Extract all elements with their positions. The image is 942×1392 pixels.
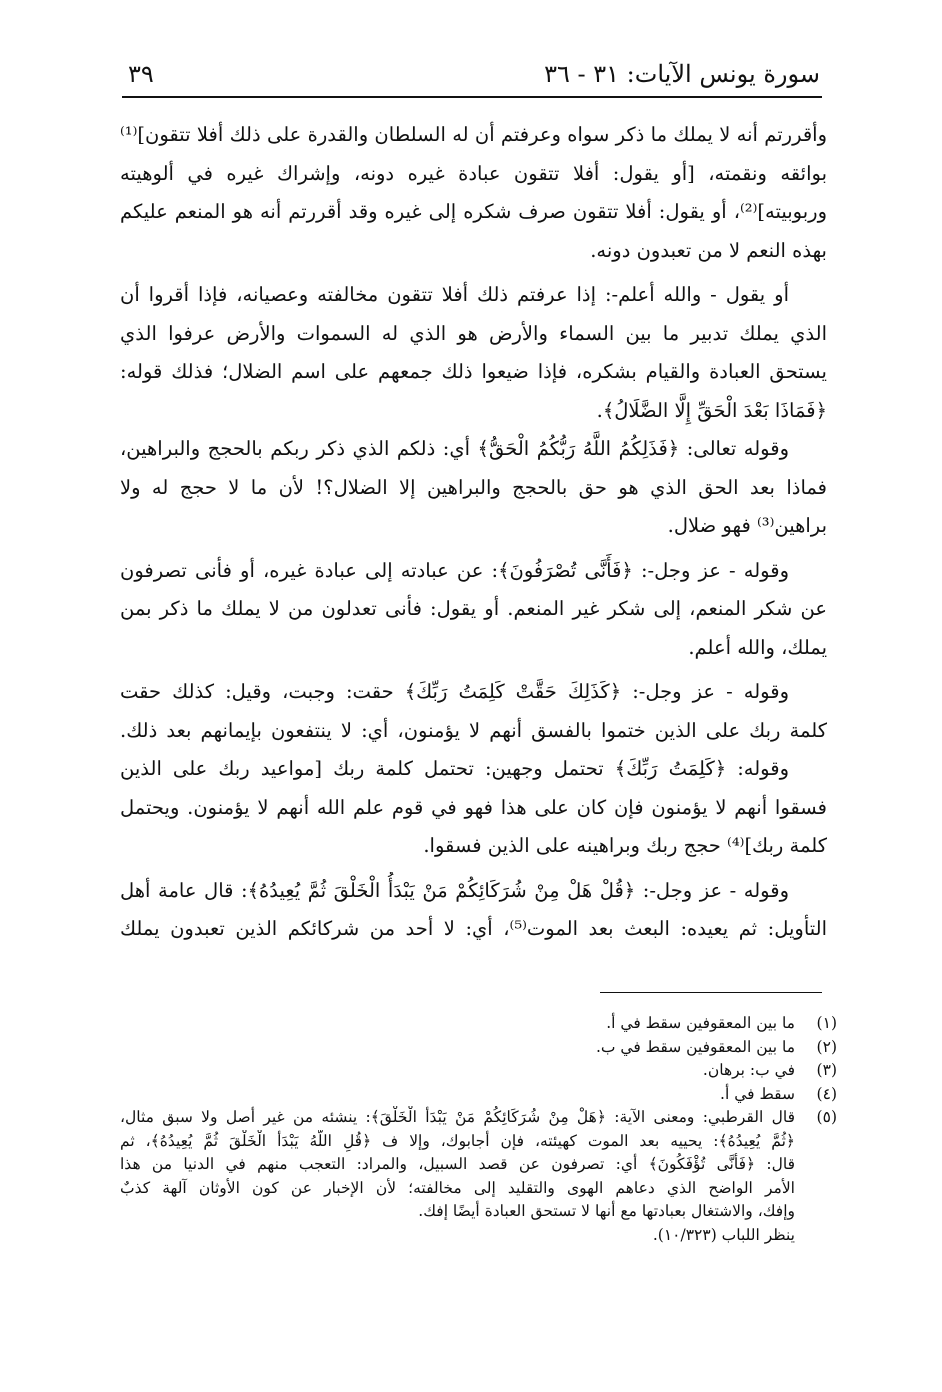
footnote: [120, 1036, 837, 1060]
footnote-number: (١): [816, 1014, 837, 1032]
footnote-text: سقط في أ.: [720, 1084, 795, 1103]
text-line: بوائقه ونقمته، [أو يقول: أفلا تتقون عبادة غيره دونه، وإشراك غيره في ألوهيته: [120, 161, 827, 185]
footnote-text: قال: ﴿فَأَنَّى تُؤْفَكُونَ﴾ أي: تصرفون عن قصد السبيل، والمراد: التعجب منهم في الدنيا من هذا: [120, 1155, 795, 1173]
page-number: ٣٩: [128, 60, 154, 88]
footnote-text: ما بين المعقوفين سقط في ب.: [595, 1037, 795, 1056]
text-line: التأويل: ثم يعيده: البعث بعد الموت⁽⁵⁾، أي: لا أحد من شركائكم الذين تعبدون يملك: [120, 917, 827, 940]
text-line: وقوله - عز وجل-: ﴿قُلْ هَلْ مِنْ شُرَكَائِكُمْ مَنْ يَبْدَأُ الْخَلْقَ ثُمَّ يُعِيدُهُ﴾: قال عامة أهل: [120, 878, 789, 902]
text-line: الذي يملك تدبير ما بين السماء والأرض هو الذي له السموات والأرض عرفوا الذي: [120, 321, 827, 345]
footnote-text: ينظر اللباب (١٠/٣٢٣).: [652, 1225, 795, 1244]
text-line: فماذا بعد الحق الذي هو حق بالحجج والبراهين إلا الضلال؟! لأن ما لا حجج له ولا: [120, 475, 827, 499]
footnote-text: قال القرطبي: ومعنى الآية: ﴿هَلْ مِنْ شُرَكَائِكُمْ مَنْ يَبْدَأُ الْخَلْقَ﴾: ينشئه من غير أصل ولا سبق مثال،: [120, 1108, 795, 1126]
footnote-number: (٤): [816, 1084, 837, 1103]
header-rule: [122, 96, 822, 98]
text-line: فسقوا أنهم لا يؤمنون فإن كان على هذا فهو في قوم علم الله أنهم لا يؤمنون. ويحتمل: [120, 795, 827, 819]
text-line: أو يقول - والله أعلم-: إذا عرفتم ذلك أفلا تتقون مخالفته وعصيانه، فإذا أقروا أن: [120, 283, 789, 306]
footnote-text: ﴿ثُمَّ يُعِيدُهُ﴾: يحييه بعد الموت كهيئته، فإن أجابوك، وإلا ف ﴿قُلِ اللَّهُ يَبْدَأُ الْخَلْقَ ثُمَّ يُعِيدُهُ﴾، ثم: [120, 1131, 795, 1150]
footnote: [120, 1059, 837, 1083]
text-line: عن شكر المنعم، إلى شكر غير المنعم. أو يقول: فأنى تعدلون من لا يملك ما ذكر بمن: [120, 597, 827, 620]
footnote: [120, 1083, 837, 1107]
text-line: بهذه النعم لا من تعبدون دونه.: [590, 238, 827, 262]
text-line: وقوله تعالى: ﴿فَذَلِكُمُ اللَّهُ رَبُّكُمُ الْحَقُّ﴾ أي: ذلكم الذي ذكر ربكم بالحجج والبراهين،: [120, 437, 789, 460]
text-line: وقوله - عز وجل-: ﴿كَذَلِكَ حَقَّتْ كَلِمَتُ رَبِّكَ﴾ حقت: وجبت، وقيل: كذلك حقت: [120, 680, 789, 703]
text-line: يملك، والله أعلم.: [688, 635, 827, 659]
text-line: يستحق العبادة والقيام بشكره، فإذا ضيعوا ذلك جمعهم على اسم الضلال؛ فذلك قوله:: [120, 360, 827, 383]
footnote-separator: [600, 992, 822, 993]
footnote-number: (٢): [816, 1037, 837, 1056]
footnote-text: الأمر الواضح الذي دعاهم الهوى والتقليد إلى مخالفته؛ لأن الإخبار عن كون الأوثان آلهة كذبٌ: [120, 1178, 795, 1197]
footnote: [120, 1106, 837, 1247]
footnote-number: (٣): [816, 1061, 837, 1079]
text-line: ﴿فَمَاذَا بَعْدَ الْحَقِّ إِلَّا الضَّلَالُ﴾.: [596, 398, 827, 422]
text-line: كلمة ربك]⁽⁴⁾ حجج ربك وبراهينه على الذين فسقوا.: [423, 834, 827, 857]
text-line: وقوله: ﴿كَلِمَتُ رَبِّكَ﴾ تحتمل وجهين: تحتمل كلمة ربك [مواعيد ربك على الذين: [120, 757, 789, 780]
text-line: وقوله - عز وجل-: ﴿فَأَنَّى تُصْرَفُونَ﴾: عن عبادته إلى عبادة غيره، أو فأنى تصرفون: [120, 558, 789, 582]
footnote: [120, 1012, 837, 1036]
footnote-text: ما بين المعقوفين سقط في أ.: [606, 1014, 795, 1032]
main-text: [120, 116, 827, 949]
text-line: وأقررتم أنه لا يملك ما ذكر سواه وعرفتم أن له السلطان والقدرة على ذلك أفلا تتقون]⁽¹⁾: [120, 123, 827, 146]
running-header-title: سورة يونس الآيات: ٣١ - ٣٦: [544, 60, 820, 88]
text-line: براهين⁽³⁾ فهو ضلال.: [667, 514, 827, 537]
footnote-text: وإفك، والاشتغال بعبادتها مع أنها لا تستحق العبادة أيضًا إفك.: [418, 1202, 795, 1220]
text-line: وربوبيته]⁽²⁾، أو يقول: أفلا تتقون صرف شكره إلى غيره وقد أقررتم أنه هو المنعم عليكم: [120, 200, 827, 223]
text-line: كلمة ربك على الذين ختموا بالفسق أنهم لا يؤمنون، أي: لا ينتفعون بإيمانهم بعد ذلك.: [120, 718, 827, 742]
footnotes: [120, 1012, 837, 1247]
footnote-number: (٥): [816, 1108, 837, 1126]
footnote-text: في ب: برهان.: [702, 1061, 795, 1079]
